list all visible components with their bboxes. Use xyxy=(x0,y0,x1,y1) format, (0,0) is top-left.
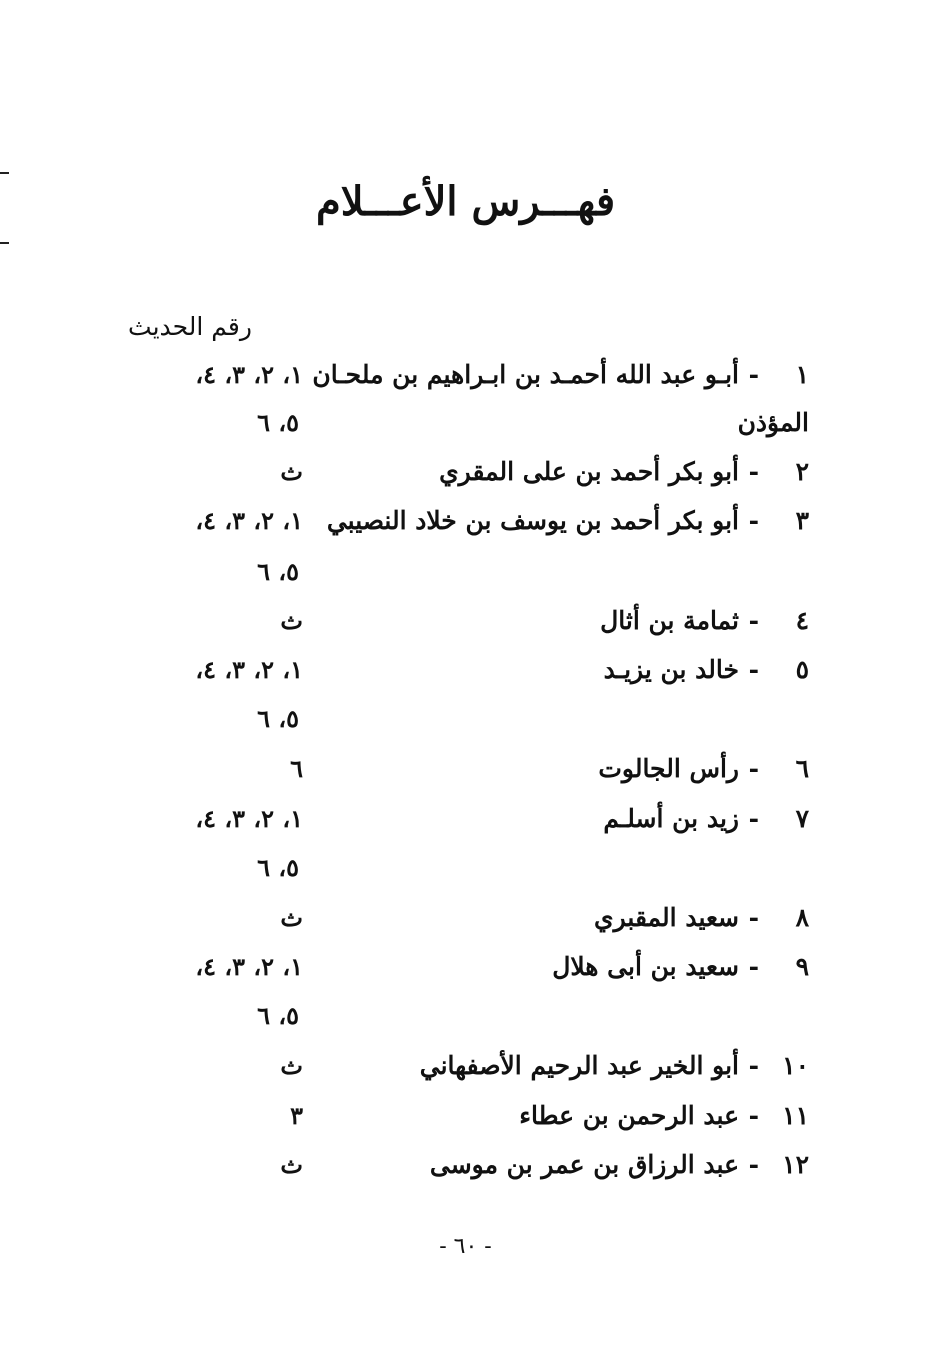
hadith-refs-continuation: ٥، ٦ xyxy=(257,557,299,586)
entry-number: ١١ xyxy=(782,1101,809,1130)
entry-name: عبد الرحمن بن عطاء xyxy=(519,1101,739,1130)
hadith-refs: ١، ٢، ٣، ٤، xyxy=(195,360,303,389)
index-entry-continuation xyxy=(0,557,931,597)
hadith-refs-continuation: ٥، ٦ xyxy=(257,1001,299,1030)
page-title: فهـــرس الأعـــلام xyxy=(315,178,616,225)
index-entry xyxy=(0,1051,931,1091)
entry-number: ٥ xyxy=(795,655,809,684)
entry-name: أبـو عبد الله أحمـد بن ابـراهيم بن ملحـان xyxy=(312,360,739,389)
hadith-refs-continuation: ٥، ٦ xyxy=(257,408,299,437)
index-entry xyxy=(0,804,931,844)
entry-dash: - xyxy=(748,804,759,833)
entry-dash: - xyxy=(748,1150,759,1179)
index-entry xyxy=(0,606,931,646)
hadith-refs: ١، ٢، ٣، ٤، xyxy=(195,655,303,684)
index-entry xyxy=(0,754,931,794)
entry-number: ٩ xyxy=(795,952,809,981)
entry-number: ١ xyxy=(795,360,809,389)
margin-mark xyxy=(0,242,9,244)
hadith-refs: ث xyxy=(280,606,303,635)
index-entry-continuation xyxy=(0,408,931,448)
entry-dash: - xyxy=(748,1051,759,1080)
hadith-refs: ث xyxy=(280,1150,303,1179)
index-entry-continuation xyxy=(0,1001,931,1041)
entry-number: ٧ xyxy=(795,804,809,833)
index-entry xyxy=(0,457,931,497)
entry-number: ١٠ xyxy=(782,1051,809,1080)
entry-dash: - xyxy=(748,655,759,684)
entry-name: عبد الرزاق بن عمر بن موسى xyxy=(429,1150,739,1179)
entry-name: ثمامة بن أثال xyxy=(600,606,739,635)
entry-name: أبو الخير عبد الرحيم الأصفهاني xyxy=(419,1051,739,1080)
hadith-refs: ١، ٢، ٣، ٤، xyxy=(195,952,303,981)
hadith-refs: ١، ٢، ٣، ٤، xyxy=(195,804,303,833)
column-header: رقم الحديث xyxy=(128,312,252,341)
entry-name: أبو بكر أحمد بن على المقري xyxy=(439,457,739,486)
index-entry xyxy=(0,655,931,695)
hadith-refs: ٣ xyxy=(290,1101,303,1130)
hadith-refs: ١، ٢، ٣، ٤، xyxy=(195,506,303,535)
page-number: - ٦٠ - xyxy=(439,1234,492,1259)
index-entry-continuation xyxy=(0,853,931,893)
entry-number: ٨ xyxy=(795,903,809,932)
entry-number: ٢ xyxy=(795,457,809,486)
index-entry xyxy=(0,1101,931,1141)
entry-dash: - xyxy=(748,1101,759,1130)
entry-name: سعيد المقبري xyxy=(594,903,739,932)
hadith-refs-continuation: ٥، ٦ xyxy=(257,853,299,882)
entry-name: خالد بن يزيـد xyxy=(603,655,739,684)
entry-dash: - xyxy=(748,903,759,932)
index-entry xyxy=(0,952,931,992)
entry-dash: - xyxy=(748,754,759,783)
entry-name: زيد بن أسلـم xyxy=(603,804,739,833)
index-entry xyxy=(0,360,931,400)
index-entry xyxy=(0,1150,931,1190)
entry-name: رأس الجالوت xyxy=(598,754,739,783)
entry-dash: - xyxy=(748,952,759,981)
index-entry xyxy=(0,506,931,546)
entry-dash: - xyxy=(748,606,759,635)
entry-number: ٦ xyxy=(795,754,809,783)
entry-dash: - xyxy=(748,360,759,389)
index-entry xyxy=(0,903,931,943)
hadith-refs: ٦ xyxy=(290,754,303,783)
entry-dash: - xyxy=(748,506,759,535)
entry-number: ١٢ xyxy=(782,1150,809,1179)
entry-number: ٣ xyxy=(795,506,809,535)
entry-dash: - xyxy=(748,457,759,486)
margin-mark xyxy=(0,172,9,174)
index-entry-continuation xyxy=(0,704,931,744)
entry-name: أبو بكر أحمد بن يوسف بن خلاد النصيبي xyxy=(326,506,739,535)
entry-number: ٤ xyxy=(795,606,809,635)
entry-name-continuation: المؤذن xyxy=(737,408,809,437)
hadith-refs-continuation: ٥، ٦ xyxy=(257,704,299,733)
hadith-refs: ث xyxy=(280,1051,303,1080)
entry-name: سعيد بن أبى هلال xyxy=(552,952,739,981)
hadith-refs: ث xyxy=(280,903,303,932)
hadith-refs: ث xyxy=(280,457,303,486)
